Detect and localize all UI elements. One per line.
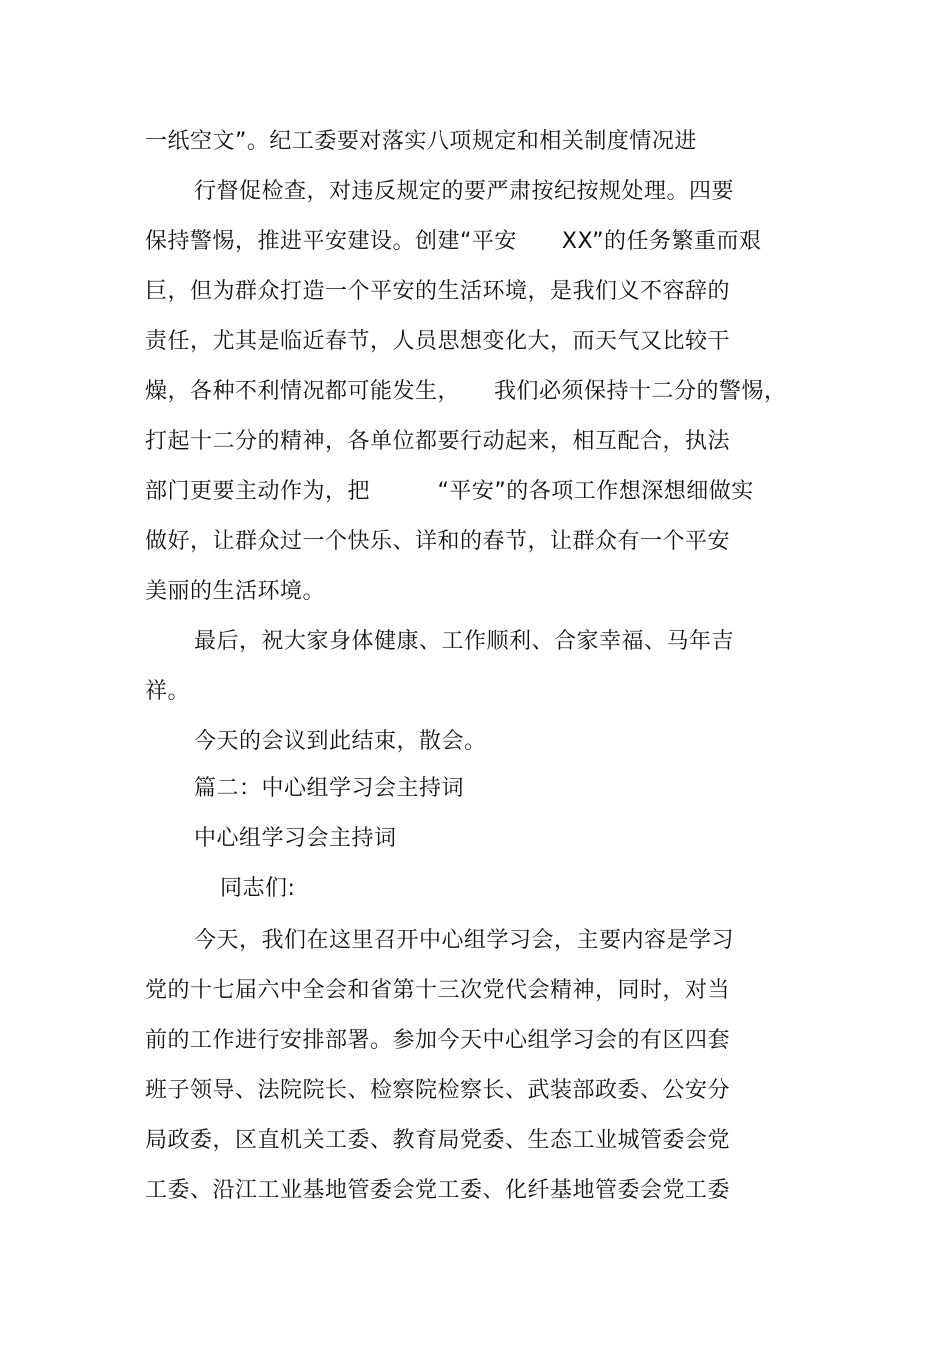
text-line: 美丽的生活环境。 xyxy=(145,579,326,604)
text-line: 行督促检查，对违反规定的要严肃按纪按规处理。四要 xyxy=(194,179,735,204)
text-line: 巨，但为群众打造一个平安的生活环境，是我们义不容辞的 xyxy=(145,279,731,304)
text-line: 班子领导、法院院长、检察院检察长、武装部政委、公安分 xyxy=(145,1078,731,1103)
section-title: 中心组学习会主持词 xyxy=(194,826,397,851)
text-line: 燥，各种不利情况都可能发生， 我们必须保持十二分的警惕， xyxy=(145,379,787,404)
text-line: 部门更要主动作为，把 “平安”的各项工作想深想细做实 xyxy=(145,479,754,504)
text-line: 打起十二分的精神，各单位都要行动起来，相互配合，执法 xyxy=(145,429,731,454)
text-line: 局政委，区直机关工委、教育局党委、生态工业城管委会党 xyxy=(145,1128,731,1153)
text-line: 责任，尤其是临近春节，人员思想变化大，而天气又比较干 xyxy=(145,329,731,354)
text-line: 前的工作进行安排部署。参加今天中心组学习会的有区四套 xyxy=(145,1028,731,1053)
text-line: 党的十七届六中全会和省第十三次党代会精神，同时，对当 xyxy=(145,978,731,1003)
text-line: 今天的会议到此结束，散会。 xyxy=(194,729,487,754)
text-line: 做好，让群众过一个快乐、详和的春节，让群众有一个平安 xyxy=(145,529,731,554)
text-line: 保持警惕，推进平安建设。创建“平安 XX”的任务繁重而艰 xyxy=(145,229,762,254)
text-line: 今天，我们在这里召开中心组学习会，主要内容是学习 xyxy=(194,928,735,953)
salutation: 同志们: xyxy=(220,876,296,901)
text-line: 祥。 xyxy=(145,679,191,704)
text-line: 最后，祝大家身体健康、工作顺利、合家幸福、马年吉 xyxy=(194,629,735,654)
text-line: 工委、沿江工业基地管委会党工委、化纤基地管委会党工委 xyxy=(145,1178,731,1203)
section-heading: 篇二：中心组学习会主持词 xyxy=(194,776,465,801)
text-line: 一纸空文”。纪工委要对落实八项规定和相关制度情况进 xyxy=(145,129,697,154)
